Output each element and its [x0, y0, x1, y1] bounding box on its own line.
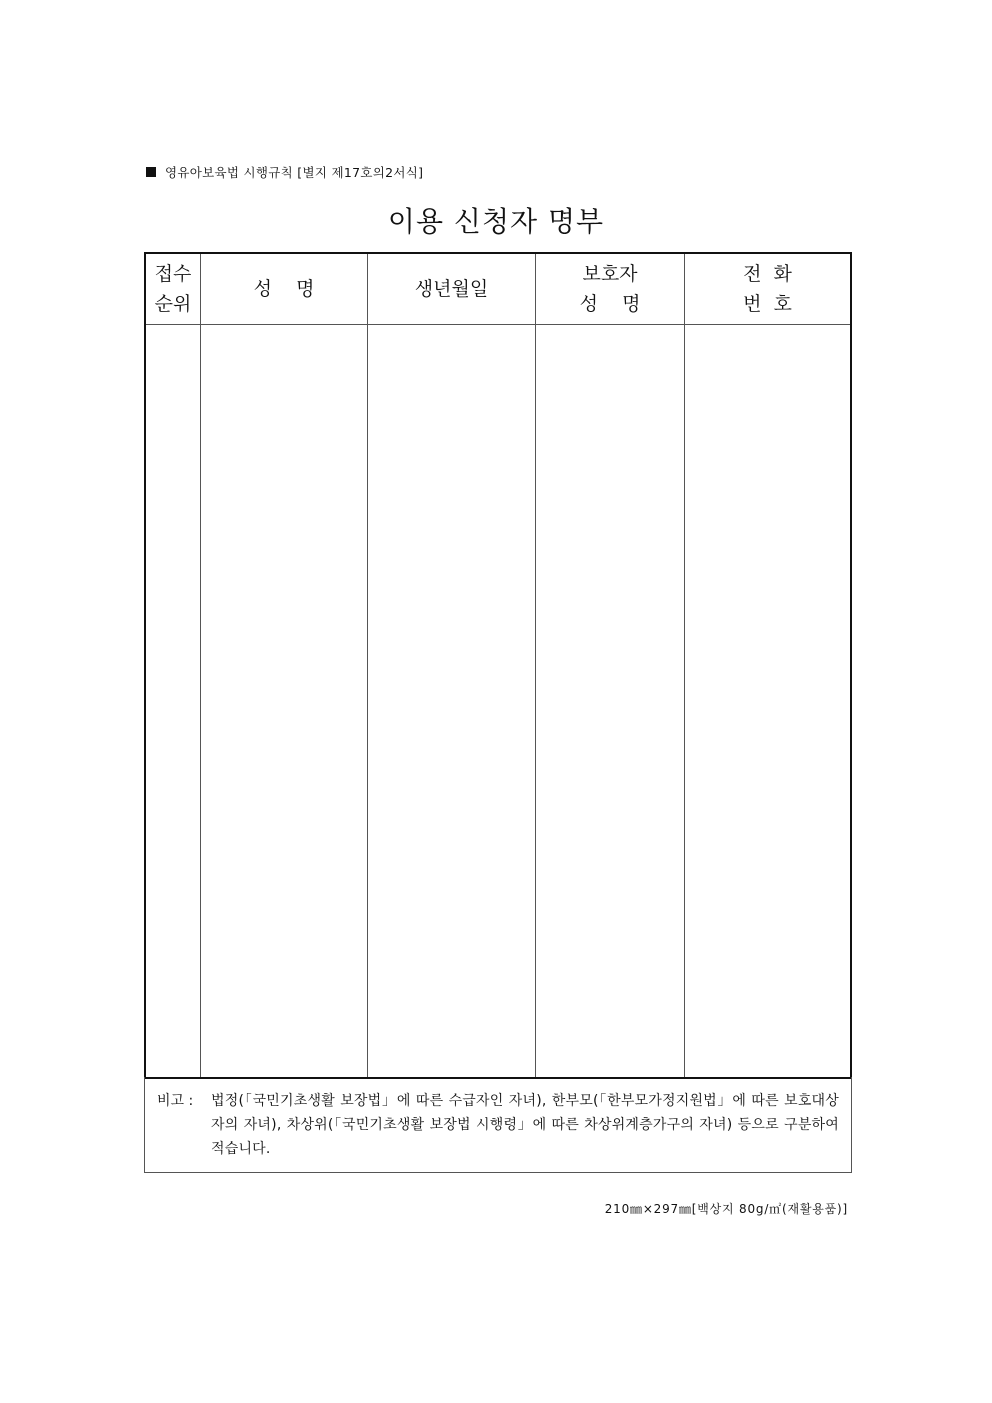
column-divider: [367, 254, 368, 1077]
remarks-label: 비고 :: [157, 1093, 194, 1109]
header-guardian-name: 보호자 성 명: [579, 263, 641, 315]
paper-spec: 210㎜×297㎜[백상지 80g/㎡(재활용품)]: [604, 1202, 848, 1216]
header-divider: [146, 324, 850, 325]
form-reference: [146, 163, 423, 181]
header-phone-number: 전 화 번 호: [743, 263, 792, 315]
column-divider: [535, 254, 536, 1077]
remarks-text: 법정(「국민기초생활 보장법」에 따른 수급자인 자녀), 한부모(「한부모가정지원법」에 따른 보호대상자의 자녀), 차상위(「국민기초생활 보장법 시행령」에 따른 차상위계층가구의 자녀) 등으로 구분하여 적습니다.: [211, 1093, 839, 1157]
remarks-box: [144, 1077, 852, 1173]
form-reference-text: 영유아보육법 시행규칙 [별지 제17호의2서식]: [165, 165, 424, 180]
square-bullet-icon: [146, 167, 156, 177]
header-name: 성 명: [253, 278, 315, 300]
applicant-table: [144, 252, 852, 1079]
column-divider: [684, 254, 685, 1077]
header-reception-order: 접수 순위: [154, 263, 192, 315]
column-divider: [200, 254, 201, 1077]
page-title: 이용 신청자 명부: [387, 205, 605, 238]
header-birth-date: 생년월일: [414, 278, 489, 300]
